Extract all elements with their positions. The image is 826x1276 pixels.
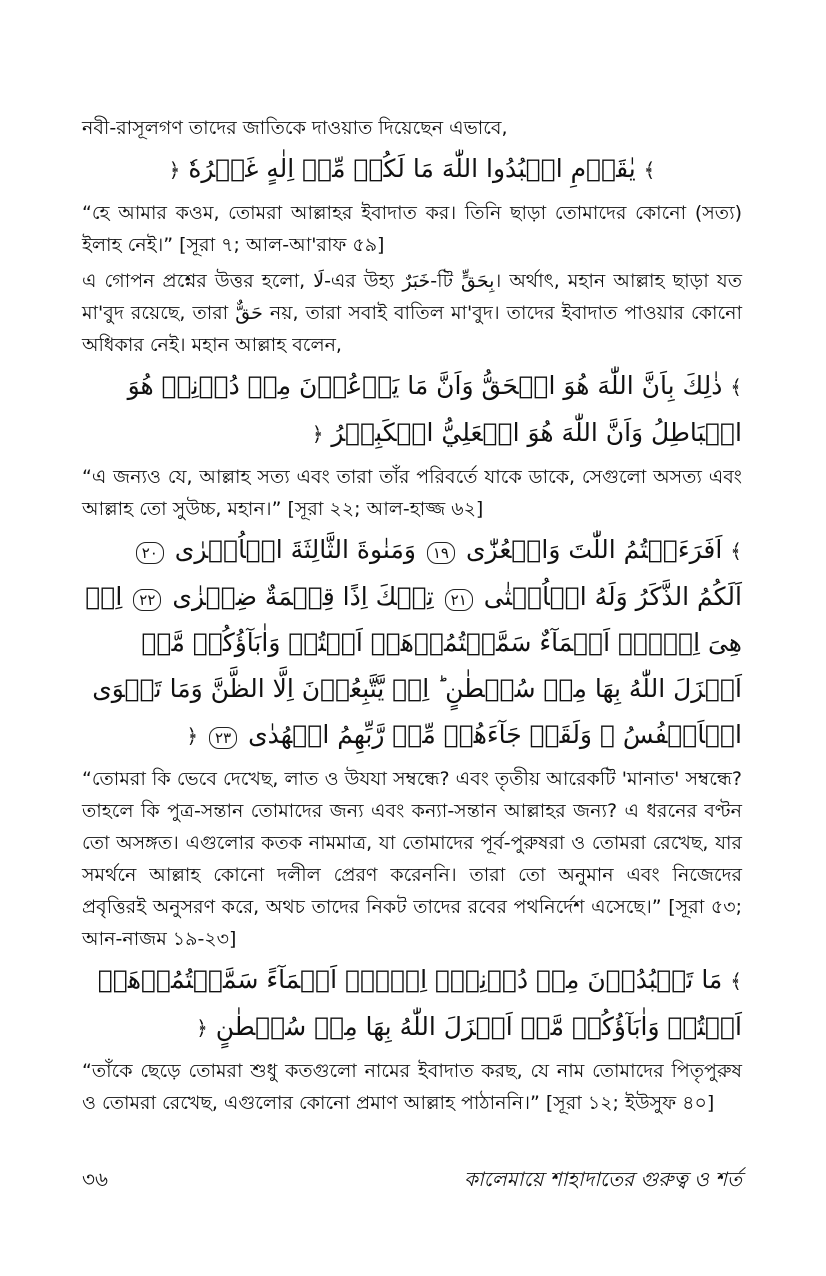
verse-number-badge: ٢٢	[133, 589, 161, 611]
verse-text: مَا تَعۡبُدُوۡنَ مِنۡ دُوۡنِهٖۤ اِلَّاۤ اَسۡمَآءً سَمَّيۡتُمُوۡهَاۤ اَنۡتُمۡ وَاٰبَآؤُكُمۡ مَّاۤ اَنۡزَلَ اللّٰهُ بِهَا مِنۡ سُلۡطٰنٍ	[97, 965, 742, 1041]
ornament-close: ﴿	[196, 1016, 208, 1040]
quran-verse-najm-19-23	[82, 527, 742, 759]
quran-verse-hajj-62	[82, 363, 742, 457]
page-number: ৩৬	[82, 1167, 109, 1191]
verse-text: ذٰلِكَ بِاَنَّ اللّٰهَ هُوَ الۡحَقُّ وَاَنَّ مَا يَدۡعُوۡنَ مِنۡ دُوۡنِهٖ هُوَ الۡبَاطِلُ وَاَنَّ اللّٰهَ هُوَ الۡعَلِيُّ الۡكَبِيۡرُ	[127, 371, 742, 447]
verse-part: اَلَكُمُ الذَّكَرُ وَلَهُ الۡاُنۡثٰى	[483, 582, 742, 611]
verse-number-badge: ٢٠	[136, 542, 164, 564]
ornament-close: ﴿	[186, 724, 199, 748]
translation-araf-59: “হে আমার কওম, তোমরা আল্লাহর ইবাদাত কর। তিনি ছাড়া তোমাদের কোনো (সত্য) ইলাহ নেই।” [সূরা ৭; আল-আ'রাফ ৫৯]	[82, 202, 742, 256]
verse-part: تِلۡكَ اِذًا قِسۡمَةٌ ضِيۡزٰى	[172, 582, 434, 611]
translation-yusuf-40: “তাঁকে ছেড়ে তোমরা শুধু কতগুলো নামের ইবাদাত করছ, যে নাম তোমাদের পিতৃপুরুষ ও তোমরা রেখেছ, এগুলোর কোনো প্রমাণ আল্লাহ পাঠাননি।” [সূরা ১২; ইউসুফ ৪০]	[82, 1060, 742, 1114]
ornament-close: ﴿	[311, 422, 324, 446]
quran-verse-yusuf-40	[82, 957, 742, 1051]
translation-najm-19-23: “তোমরা কি ভেবে দেখেছ, লাত ও উযযা সম্বন্ধে? এবং তৃতীয় আরেকটি 'মানাত' সম্বন্ধে? তাহলে কি পুত্র-সন্তান তোমাদের জন্য এবং কন্যা-সন্তান আল্লাহর জন্য? এ ধরনের বণ্টন তো অসঙ্গত। এগুলোর কতক নামমাত্র, যা তোমাদের পূর্ব-পুরুষরা ও তোমরা রেখেছ, যার সমর্থনে আল্লাহ কোনো দলীল প্রেরণ করেননি। তারা তো অনুমান এবং নিজেদের প্রবৃত্তিরই অনুসরণ করে, অথচ তাদের নিকট তাদের রবের পথনির্দেশ এসেছে।” [সূরা ৫৩; আন-নাজম ১৯-২৩]	[82, 768, 743, 950]
quran-verse-araf-59	[82, 146, 742, 193]
verse-number-badge: ٢١	[445, 589, 473, 611]
page-footer	[82, 1165, 742, 1199]
book-title: কালেমায়ে শাহাদাতের গুরুত্ব ও শর্ত	[463, 1167, 742, 1191]
verse-part: اَفَرَءَيۡتُمُ اللّٰتَ وَالۡعُزّٰى	[465, 535, 723, 564]
page-content	[82, 112, 742, 1119]
verse-number-badge: ٢٣	[209, 727, 237, 749]
intro-text: নবী-রাসূলগণ তাদের জাতিকে দাওয়াত দিয়েছেন এভাবে,	[82, 117, 508, 139]
ornament-open: ﴾	[730, 375, 742, 399]
ornament-open: ﴾	[643, 158, 656, 182]
translation-hajj-62: “এ জন্যও যে, আল্লাহ সত্য এবং তারা তাঁর পরিবর্তে যাকে ডাকে, সেগুলো অসত্য এবং আল্লাহ তো সুউচ্চ, মহান।” [সূরা ২২; আল-হাজ্জ ৬২]	[82, 466, 742, 520]
ornament-open: ﴾	[730, 539, 742, 563]
verse-text: يٰقَوۡمِ اعۡبُدُوا اللّٰهَ مَا لَكُمۡ مِّنۡ اِلٰهٍ غَيۡرُهٗ	[188, 154, 636, 183]
ornament-open: ﴾	[730, 969, 742, 993]
verse-part: وَمَنٰوةَ الثَّالِثَةَ الۡاُخۡرٰى	[174, 535, 416, 564]
explanation-paragraph: এ গোপন প্রশ্নের উত্তর হলো, لَا-এর উহ্য خَبَرٌ-টি بِحَقٍّ। অর্থাৎ, মহান আল্লাহ ছাড়া যত মা'বুদ রয়েছে, তারা حَقٌّ নয়, তারা সবাই বাতিল মা'বুদ। তাদের ইবাদাত পাওয়ার কোনো অধিকার নেই। মহান আল্লাহ বলেন,	[82, 270, 743, 356]
verse-part: اِنۡ هِىَ اِلَّاۤ اَسۡمَآءٌ سَمَّيۡتُمُوۡهَاۤ اَنۡتُمۡ وَاٰبَآؤُكُمۡ مَّاۤ اَنۡزَلَ اللّٰهُ بِهَا مِنۡ سُلۡطٰنٍ ؕ اِنۡ يَّتَّبِعُوۡنَ اِلَّا الظَّنَّ وَمَا تَهۡوَى الۡاَنۡفُسُ ۚ وَلَقَدۡ جَآءَهُمۡ مِّنۡ رَّبِّهِمُ الۡهُدٰى	[85, 582, 742, 749]
verse-number-badge: ١٩	[427, 542, 455, 564]
ornament-close: ﴿	[168, 158, 181, 182]
